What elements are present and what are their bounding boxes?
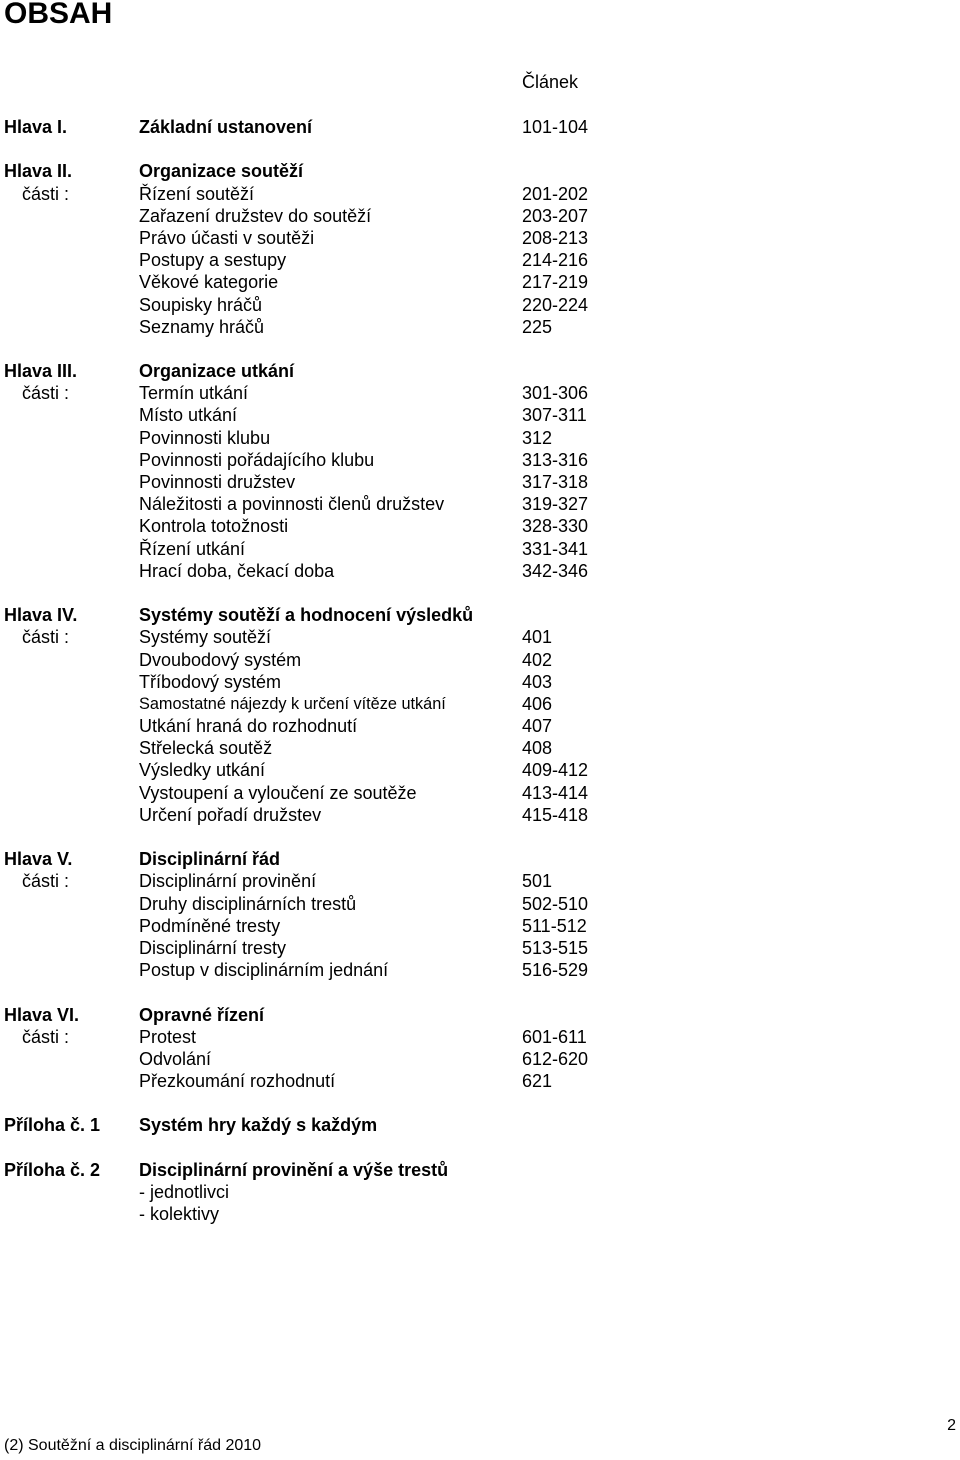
entry-articles: 317-318 xyxy=(522,472,589,492)
entry-articles: 214-216 xyxy=(522,250,589,271)
entry-articles: 516-529 xyxy=(522,960,589,981)
toc-entry-row xyxy=(0,471,960,493)
appendix-label: Příloha č. 1 xyxy=(4,1115,101,1136)
toc-entry-row xyxy=(0,183,960,205)
entry-title: Povinnosti klubu xyxy=(139,427,271,448)
entry-articles: 201-202 xyxy=(522,183,589,204)
entry-title: Protest xyxy=(139,1026,197,1047)
entry-title: Seznamy hráčů xyxy=(139,316,265,337)
appendix-entry: - jednotlivci xyxy=(139,1182,230,1202)
section-spacer xyxy=(0,826,960,848)
toc-entry-row xyxy=(0,227,960,249)
entry-title: Kontrola totožnosti xyxy=(139,516,289,537)
entry-title: Zařazení družstev do soutěží xyxy=(139,205,372,226)
toc-entry-row xyxy=(0,249,960,271)
parts-label: části : xyxy=(22,871,70,892)
table-of-contents xyxy=(0,116,960,1225)
entry-title: Utkání hraná do rozhodnutí xyxy=(139,716,358,737)
toc-entry-row xyxy=(0,782,960,804)
section-spacer xyxy=(0,1092,960,1114)
page-title: OBSAH xyxy=(4,0,113,30)
entry-title: Řízení utkání xyxy=(139,538,246,559)
entry-articles: 401 xyxy=(522,627,553,648)
entry-articles: 403 xyxy=(522,671,553,692)
entry-title: Vystoupení a vyloučení ze soutěže xyxy=(139,782,417,803)
toc-entry-row xyxy=(0,804,960,826)
section-spacer xyxy=(0,338,960,360)
section-heading: Organizace soutěží xyxy=(139,161,304,182)
parts-label: části : xyxy=(22,183,70,204)
entry-articles: 601-611 xyxy=(522,1026,587,1047)
section-spacer xyxy=(0,1137,960,1159)
entry-articles: 621 xyxy=(522,1071,553,1092)
toc-entry-row xyxy=(0,271,960,293)
entry-title: Samostatné nájezdy k určení vítěze utkání xyxy=(139,694,446,713)
toc-entry-row xyxy=(0,870,960,892)
entry-articles: 331-341 xyxy=(522,538,589,559)
toc-entry-row xyxy=(0,1048,960,1070)
entry-title: Hrací doba, čekací doba xyxy=(139,560,335,581)
toc-entry-row xyxy=(0,737,960,759)
entry-articles: 307-311 xyxy=(522,405,587,426)
toc-entry-row xyxy=(0,493,960,515)
entry-title: Přezkoumání rozhodnutí xyxy=(139,1071,336,1092)
entry-title: Povinnosti pořádajícího klubu xyxy=(139,449,375,470)
section-heading: Disciplinární řád xyxy=(139,849,281,870)
toc-entry-row xyxy=(0,893,960,915)
entry-articles: 225 xyxy=(522,316,553,337)
appendix-heading: Disciplinární provinění a výše trestů xyxy=(139,1159,449,1180)
section-label: Hlava II. xyxy=(4,161,73,182)
entry-title: Věkové kategorie xyxy=(139,272,279,293)
section-heading: Organizace utkání xyxy=(139,361,295,382)
toc-entry-row xyxy=(0,404,960,426)
entry-title: Odvolání xyxy=(139,1048,212,1069)
entry-articles: 409-412 xyxy=(522,760,589,781)
toc-entry-row xyxy=(0,1026,960,1048)
entry-title: Řízení soutěží xyxy=(139,183,255,204)
entry-articles: 313-316 xyxy=(522,449,589,470)
toc-entry-row xyxy=(0,1070,960,1092)
section-label: Hlava III. xyxy=(4,361,78,382)
toc-entry-row xyxy=(0,649,960,671)
entry-articles: 319-327 xyxy=(522,494,589,515)
entry-articles: 220-224 xyxy=(522,294,589,315)
appendix-entry: - kolektivy xyxy=(139,1204,220,1225)
entry-articles: 408 xyxy=(522,738,553,759)
section-spacer xyxy=(0,138,960,160)
section-heading-row xyxy=(0,360,960,382)
entry-articles: 501 xyxy=(522,871,553,892)
appendix-label: Příloha č. 2 xyxy=(4,1159,101,1180)
entry-articles: 342-346 xyxy=(522,560,589,581)
parts-label: části : xyxy=(22,383,70,404)
toc-entry-row xyxy=(0,715,960,737)
toc-entry-row xyxy=(0,693,960,715)
toc-entry-row xyxy=(0,316,960,338)
section-spacer xyxy=(0,981,960,1003)
toc-entry-row xyxy=(0,427,960,449)
entry-articles: 312 xyxy=(522,427,553,448)
entry-title: Místo utkání xyxy=(139,405,238,426)
entry-articles: 511-512 xyxy=(522,915,587,936)
entry-title: Povinnosti družstev xyxy=(139,472,296,492)
appendix-entry-row xyxy=(0,1203,960,1225)
entry-articles: 406 xyxy=(522,693,553,714)
section-heading-row xyxy=(0,604,960,626)
entry-articles: 203-207 xyxy=(522,205,589,226)
entry-articles: 415-418 xyxy=(522,804,589,825)
toc-entry-row xyxy=(0,294,960,316)
appendix-heading: Systém hry každý s každým xyxy=(139,1115,378,1136)
footer-text: (2) Soutěžní a disciplinární řád 2010 xyxy=(4,1437,262,1454)
toc-entry-row xyxy=(0,449,960,471)
section-spacer xyxy=(0,582,960,604)
section-heading-row xyxy=(0,848,960,870)
toc-entry-row xyxy=(0,937,960,959)
section-heading: Opravné řízení xyxy=(139,1004,265,1025)
parts-label: části : xyxy=(22,627,70,648)
entry-title: Postupy a sestupy xyxy=(139,250,287,271)
article-column-header: Článek xyxy=(522,72,579,92)
toc-entry-row xyxy=(0,205,960,227)
entry-articles: 612-620 xyxy=(522,1048,589,1069)
section-label: Hlava IV. xyxy=(4,605,78,626)
entry-title: Výsledky utkání xyxy=(139,760,266,781)
entry-title: Právo účasti v soutěži xyxy=(139,227,315,248)
entry-articles: 502-510 xyxy=(522,893,589,914)
entry-title: Disciplinární tresty xyxy=(139,937,287,958)
entry-articles: 208-213 xyxy=(522,227,589,248)
section-heading-row xyxy=(0,160,960,182)
entry-title: Dvoubodový systém xyxy=(139,649,302,670)
section-heading-row xyxy=(0,1004,960,1026)
section-label: Hlava V. xyxy=(4,849,73,870)
toc-entry-row xyxy=(0,759,960,781)
section-articles: 101-104 xyxy=(522,117,589,137)
entry-title: Postup v disciplinárním jednání xyxy=(139,960,389,981)
entry-articles: 407 xyxy=(522,716,553,737)
entry-articles: 402 xyxy=(522,649,553,670)
section-heading-row xyxy=(0,116,960,138)
appendix-heading-row xyxy=(0,1114,960,1136)
appendix-entry-row xyxy=(0,1181,960,1203)
page-number: 2 xyxy=(947,1417,956,1434)
section-heading: Systémy soutěží a hodnocení výsledků xyxy=(139,605,474,626)
entry-title: Disciplinární provinění xyxy=(139,871,317,892)
entry-title: Druhy disciplinárních trestů xyxy=(139,893,357,914)
section-label: Hlava VI. xyxy=(4,1004,80,1025)
entry-articles: 328-330 xyxy=(522,516,589,537)
toc-entry-row xyxy=(0,538,960,560)
toc-entry-row xyxy=(0,959,960,981)
entry-title: Systémy soutěží xyxy=(139,627,272,648)
entry-title: Podmíněné tresty xyxy=(139,915,281,936)
toc-entry-row xyxy=(0,626,960,648)
section-label: Hlava I. xyxy=(4,117,68,137)
appendix-heading-row xyxy=(0,1159,960,1181)
toc-entry-row xyxy=(0,382,960,404)
toc-entry-row xyxy=(0,515,960,537)
entry-title: Náležitosti a povinnosti členů družstev xyxy=(139,494,445,515)
toc-entry-row xyxy=(0,671,960,693)
entry-title: Soupisky hráčů xyxy=(139,294,263,315)
entry-articles: 413-414 xyxy=(522,782,589,803)
entry-articles: 217-219 xyxy=(522,272,589,293)
toc-entry-row xyxy=(0,560,960,582)
entry-title: Určení pořadí družstev xyxy=(139,804,322,825)
entry-articles: 301-306 xyxy=(522,383,589,404)
section-heading: Základní ustanovení xyxy=(139,117,313,137)
entry-articles: 513-515 xyxy=(522,937,589,958)
entry-title: Tříbodový systém xyxy=(139,671,282,692)
toc-entry-row xyxy=(0,915,960,937)
parts-label: části : xyxy=(22,1026,70,1047)
entry-title: Střelecká soutěž xyxy=(139,738,273,759)
entry-title: Termín utkání xyxy=(139,383,249,404)
